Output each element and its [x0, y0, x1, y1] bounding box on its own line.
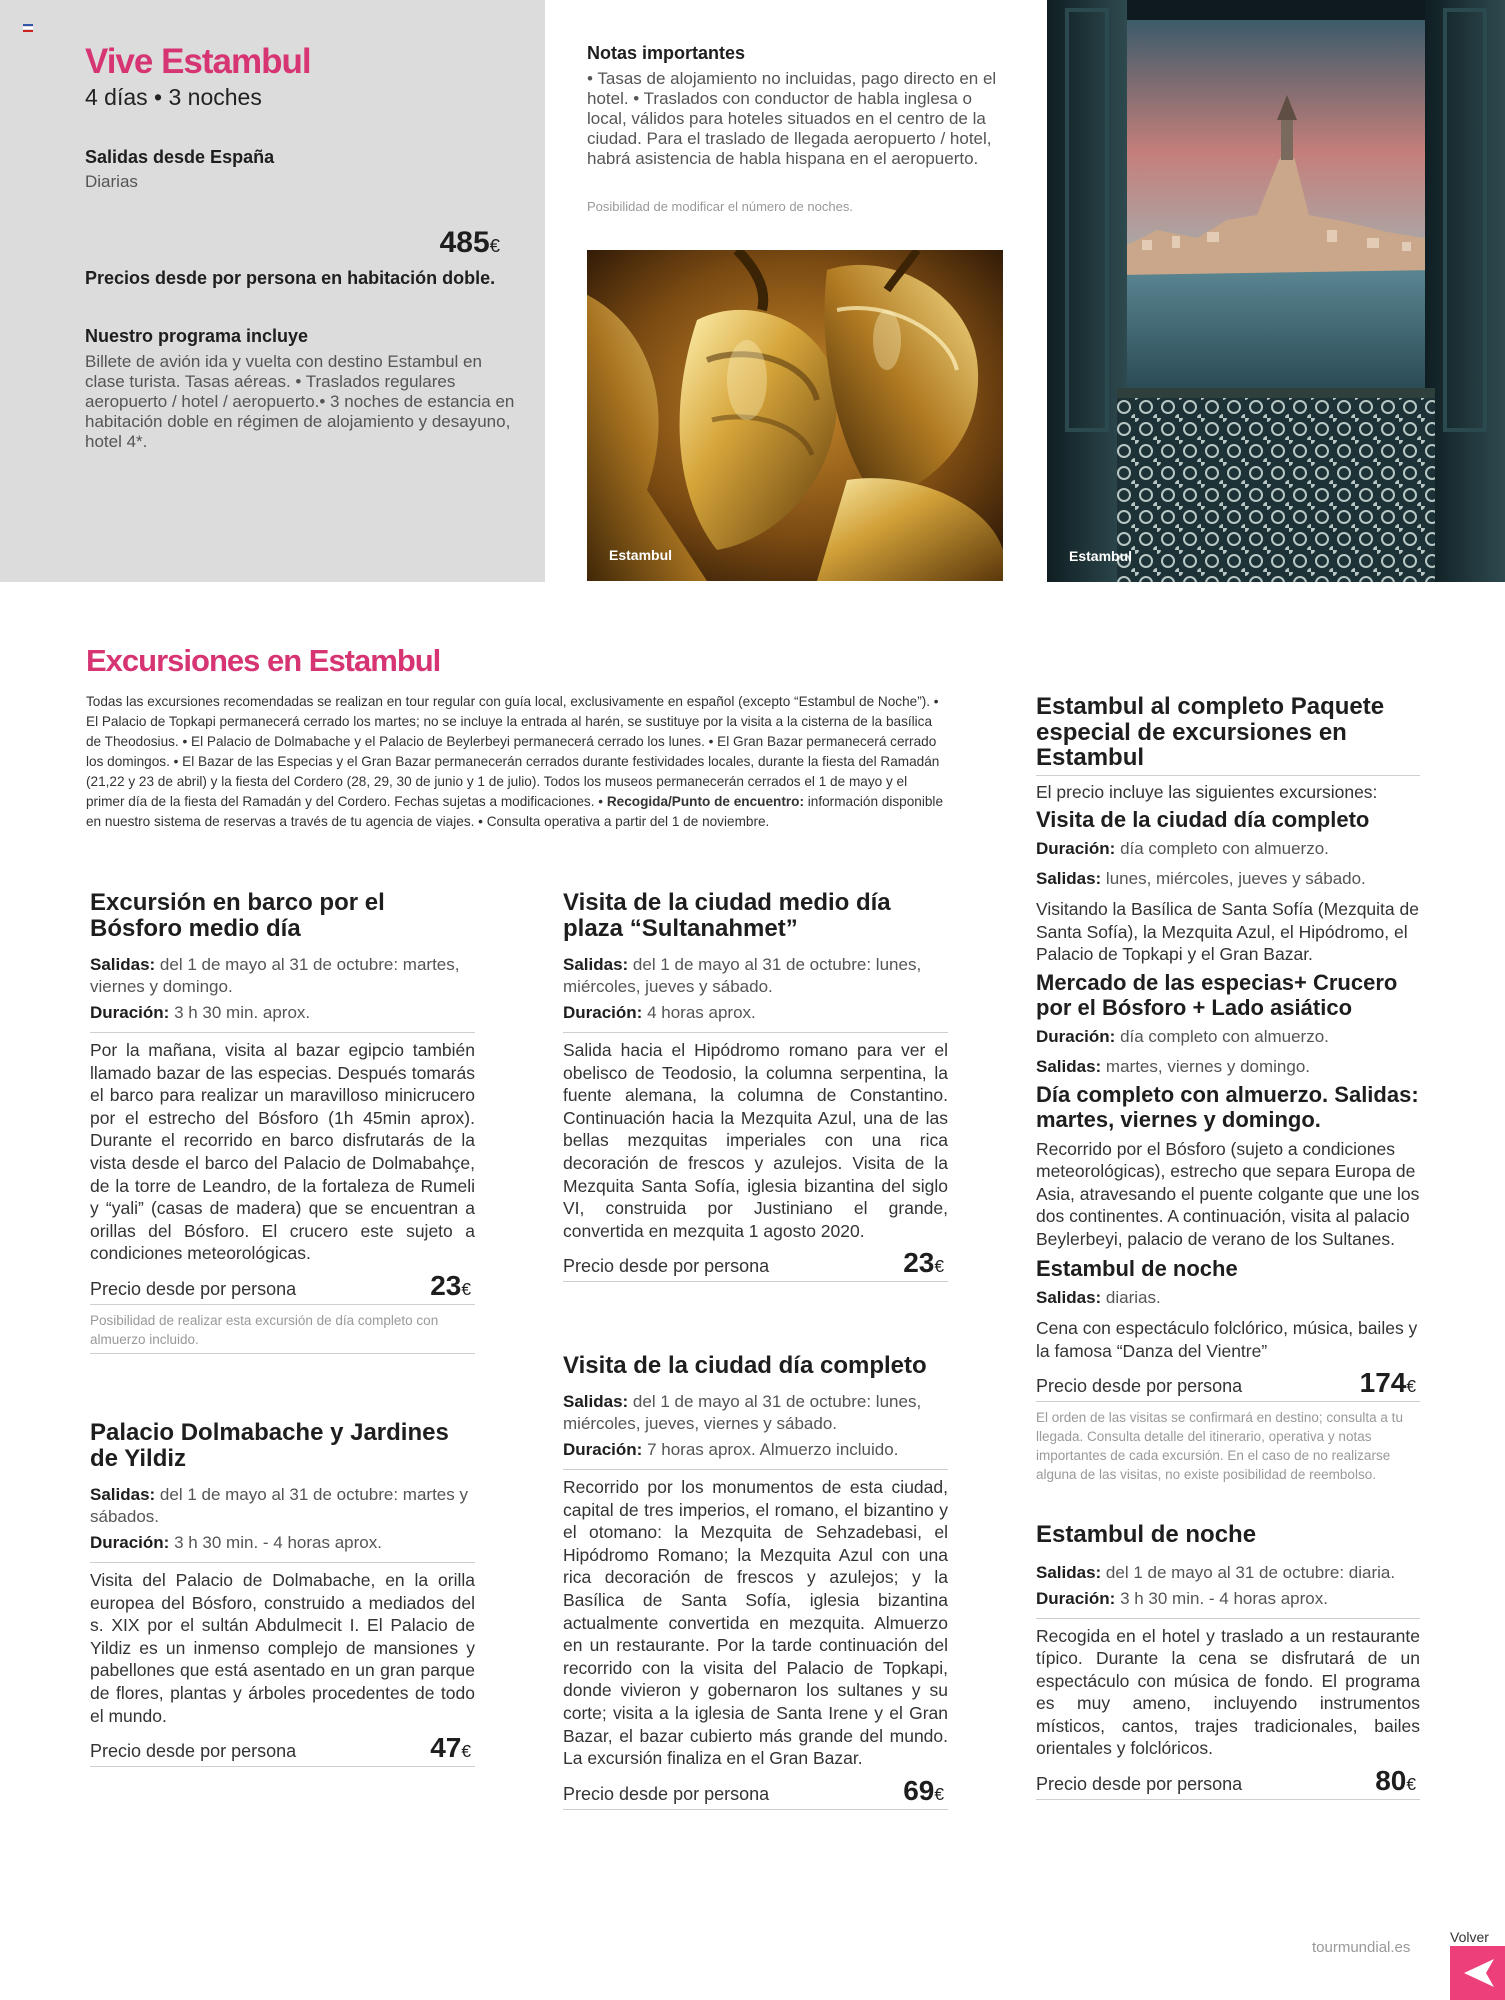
package-column	[1036, 694, 1420, 1800]
price-value: 69€	[903, 1774, 944, 1806]
package-visit-duration: Duración: día completo con almuerzo.	[1036, 839, 1329, 858]
back-arrow-icon	[1450, 1946, 1505, 2000]
excursion-card	[563, 1353, 948, 1810]
currency: €	[489, 235, 500, 256]
package-visit-departures: Salidas: lunes, miércoles, jueves y sábado.	[1036, 869, 1366, 888]
price-row	[1036, 1766, 1420, 1800]
photo-caption: Estambul	[1069, 548, 1133, 564]
card-departures: Salidas: del 1 de mayo al 31 de octubre: lunes, miércoles, jueves, viernes y sábado.	[563, 1392, 922, 1433]
card-description: Recogida en el hotel y traslado a un restaurante típico. Durante la cena se disfrutará de un espectáculo con música de fondo. El programa es muy ameno, incluyendo instrumentos místicos, cantos, trajes tradicionales, bailes orientales y folclóricos.	[1036, 1625, 1420, 1758]
price-label: Precio desde por persona	[563, 1783, 770, 1804]
card-departures: Salidas: del 1 de mayo al 31 de octubre: lunes, miércoles, jueves y sábado.	[563, 955, 922, 996]
card-title: Excursión en barco por el Bósforo medio día	[90, 889, 385, 942]
price-row	[90, 1733, 475, 1767]
back-button[interactable]	[1450, 1946, 1505, 2000]
package-note: El orden de las visitas se confirmará en destino; consulta a tu llegada. Consulta detalle del itinerario, operativa y notas importantes de cada excursión. En el caso de no realizarse alguna de las visitas, no existe posibilidad de reembolso.	[1036, 1410, 1403, 1482]
divider	[90, 1562, 475, 1563]
price-value: 23€	[430, 1269, 471, 1301]
divider	[1036, 1618, 1420, 1619]
card-duration: Duración: 4 horas aprox.	[563, 1003, 756, 1022]
intro-bold: Recogida/Punto de encuentro:	[606, 794, 804, 809]
notes-label: Notas importantes	[587, 43, 746, 63]
excursion-card	[90, 890, 475, 1354]
includes-text: Billete de avión ida y vuelta con destino Estambul en clase turista. Tasas aéreas. • Traslados regulares aeropuerto / hotel / aeropuerto.• 3 noches de estancia en habitación doble en régimen de alojamiento y desayuno, hotel 4*.	[85, 352, 515, 451]
price-row	[90, 1271, 475, 1305]
price-label: Precio desde por persona	[1036, 1376, 1243, 1396]
card-description: Por la mañana, visita al bazar egipcio también llamado bazar de las especias. Después tomarás el barco para realizar un maravilloso minicrucero por el estrecho del Bósforo (1h 45min aprox). Durante el recorrido en barco disfrutarás de la vista desde el barco del Palacio de Dolmabahçe, de la torre de Leandro, de la fortaleza de Rumeli y “yali” (casas de madera) que se encuentran a orillas del Bósforo. El crucero este sujeto a condiciones meteorológicas.	[90, 1040, 475, 1264]
card-title: Palacio Dolmabache y Jardines de Yildiz	[90, 1419, 449, 1472]
divider	[563, 1032, 948, 1033]
package-visit-duration: Duración: día completo con almuerzo.	[1036, 1026, 1329, 1046]
section-intro: Todas las excursiones recomendadas se realizan en tour regular con guía local, exclusivamente en español (excepto “Estambul de Noche”). • El Palacio de Topkapi permanecerá cerrado los martes; no se incluye la entrada al harén, se sustituye por la visita a la cisterna de la basílica de Theodosius. • El Palacio de Dolmabache y el Palacio de Beylerbeyi permanecerá cerrado los lunes. • El Gran Bazar permanecerá cerrado los domingos. • El Bazar de las Especias y el Gran Bazar permanecerán cerrados durante festividades locales, durante la fiesta del Ramadán (21,22 y 23 de abril) y la fiesta del Cordero (28, 29, 30 de junio y 1 de julio). Todos los museos permanecerán cerrados el 1 de mayo y el primer día de la fiesta del Ramadán y del Cordero. Fechas sujetas a modificaciones. • Recogida/Punto de encuentro: información disponible en nuestro sistema de reservas a través de tu agencia de viajes. • Consulta operativa a partir del 1 de noviembre.	[86, 694, 944, 829]
package-visit-text: Recorrido por el Bósforo (sujeto a condiciones meteorológicas), estrecho que separa Europa de Asia, atravesando el puente colgante que une los dos continentes. A continuación, visita al palacio Beylerbeyi, palacio de verano de los Sultanes.	[1036, 1138, 1420, 1249]
photo-coffee-pots	[587, 250, 1003, 581]
price-note: Precios desde por persona en habitación doble.	[85, 268, 496, 288]
card-description: Recorrido por los monumentos de esta ciudad, capital de tres imperios, el romano, el bizantino y el otomano: la Mezquita de Sehzadebasi, el Hipódromo Romano; la Mezquita Azul con una rica decoración de frescos y azulejos; y la Basílica de Santa Sofía, iglesia bizantina actualmente convertida en mezquita. Almuerzo en un restaurante. Por la tarde continuación del recorrido con la visita del Palacio de Topkapi, donde vivieron y gobernaron los sultanes y su corte; visita a la iglesia de Santa Irene y el Gran Bazar, el bazar cubierto más grande del mundo. La excursión finaliza en el Gran Bazar.	[563, 1477, 948, 1769]
price-row	[1036, 1368, 1420, 1402]
card-description: Salida hacia el Hipódromo romano para ver el obelisco de Teodosio, la columna serpentina, la fuente alemana, la columna de Constantino. Continuación hacia la Mezquita Azul, una de las bellas mezquitas imperiales con una rica decoración de frescos y azulejos. Visita de la Mezquita Santa Sofía, iglesia bizantina del siglo VI, construida por Justiniano el grande, convertida en mezquita 1 agosto 2020.	[563, 1040, 948, 1241]
package-visit-subtitle: Día completo con almuerzo. Salidas: martes, viernes y domingo.	[1036, 1081, 1419, 1132]
card-duration: Duración: 3 h 30 min. - 4 horas aprox.	[1036, 1588, 1328, 1608]
excursion-card	[563, 890, 948, 1282]
price-label: Precio desde por persona	[90, 1741, 297, 1762]
card-title: Visita de la ciudad día completo	[563, 1352, 927, 1379]
card-duration: Duración: 7 horas aprox. Almuerzo incluido.	[563, 1440, 899, 1459]
package-price	[380, 226, 500, 260]
card-title: Visita de la ciudad medio día plaza “Sultanahmet”	[563, 889, 891, 942]
price-value: 23€	[903, 1247, 944, 1279]
back-label[interactable]: Volver	[1450, 1929, 1489, 1945]
card-departures: Salidas: del 1 de mayo al 31 de octubre: martes, viernes y domingo.	[90, 955, 460, 996]
package-visit-text: Visitando la Basílica de Santa Sofía (Mezquita de Santa Sofía), la Mezquita Azul, el Hipódromo, el Palacio de Topkapi y el Gran Bazar.	[1036, 899, 1419, 964]
price-value: 80€	[1375, 1764, 1416, 1796]
departures-label: Salidas desde España	[85, 147, 275, 167]
package-price-value: 485	[439, 226, 490, 259]
divider	[563, 1469, 948, 1470]
footer-url[interactable]: tourmundial.es	[1312, 1939, 1411, 1956]
price-label: Precio desde por persona	[90, 1278, 297, 1299]
card-duration: Duración: 3 h 30 min. - 4 horas aprox.	[90, 1533, 382, 1552]
package-visit-text: Cena con espectáculo folclórico, música, bailes y la famosa “Danza del Vientre”	[1036, 1318, 1418, 1361]
card-title: Estambul de noche	[1036, 1521, 1257, 1548]
price-row	[563, 1776, 948, 1810]
package-visit-title: Visita de la ciudad día completo	[1036, 807, 1370, 832]
price-label: Precio desde por persona	[563, 1256, 770, 1277]
intro-tail: información disponible en nuestro sistema de reservas a través de tu agencia de viajes. • Consulta operativa a partir del 1 de noviembre.	[86, 794, 944, 829]
departures-value: Diarias	[85, 172, 138, 191]
price-value: 47€	[430, 1732, 471, 1764]
divider	[1036, 775, 1420, 776]
divider	[90, 1032, 475, 1033]
notes-small: Posibilidad de modificar el número de noches.	[587, 199, 853, 214]
excursion-card	[90, 1420, 475, 1767]
package-intro: El precio incluye las siguientes excursiones:	[1036, 781, 1378, 802]
card-departures: Salidas: del 1 de mayo al 31 de octubre: diaria.	[1036, 1562, 1396, 1582]
photo-caption: Estambul	[609, 547, 673, 563]
card-description: Visita del Palacio de Dolmabache, en la orilla europea del Bósforo, construido a mediados del s. XIX por el sultán Abdulmecit I. El Palacio de Yildiz es un inmenso complejo de mansiones y pabellones que está asentado en un gran parque de flores, plantas y árboles procedentes de todo el mundo.	[90, 1570, 475, 1726]
card-departures: Salidas: del 1 de mayo al 31 de octubre: martes y sábados.	[90, 1485, 468, 1526]
includes-label: Nuestro programa incluye	[85, 326, 309, 346]
trip-duration: 4 días • 3 noches	[85, 84, 262, 110]
summary-panel	[0, 0, 545, 582]
card-note: Posibilidad de realizar esta excursión de día completo con almuerzo incluido.	[90, 1311, 475, 1354]
package-title: Estambul al completo Paquete especial de excursiones en Estambul	[1036, 693, 1385, 771]
package-visit-title: Mercado de las especias+ Crucero por el Bósforo + Lado asiático	[1036, 969, 1398, 1020]
card-duration: Duración: 3 h 30 min. aprox.	[90, 1003, 311, 1022]
intro-text: Todas las excursiones recomendadas se realizan en tour regular con guía local, exclusivamente en español (excepto “Estambul de Noche”). • El Palacio de Topkapi permanecerá cerrado los martes; no se incluye la entrada al harén, se sustituye por la visita a la cisterna de la basílica de Theodosius. • El Palacio de Dolmabache y el Palacio de Beylerbeyi permanecerá cerrado los lunes. • El Gran Bazar permanecerá cerrado los domingos. • El Bazar de las Especias y el Gran Bazar permanecerán cerrados durante festividades locales, durante la fiesta del Ramadán (21,22 y 23 de abril) y la fiesta del Cordero (28, 29, 30 de junio y 1 de julio). Todos los museos permanecerán cerrados el 1 de mayo y el primer día de la fiesta del Ramadán y del Cordero. Fechas sujetas a modificaciones.	[86, 694, 940, 809]
page-title: Vive Estambul	[85, 42, 311, 81]
notes-text: • Tasas de alojamiento no incluidas, pago directo en el hotel. • Traslados con conductor de habla inglesa o local, válidos para hoteles situados en el centro de la ciudad. Para el traslado de llegada aeropuerto / hotel, habrá asistencia de habla hispana en el aeropuerto.	[587, 69, 997, 168]
price-value: 174€	[1359, 1367, 1416, 1398]
package-visit-title: Estambul de noche	[1036, 1256, 1238, 1281]
flag-icon	[23, 24, 33, 32]
package-visit-departures: Salidas: martes, viernes y domingo.	[1036, 1056, 1311, 1076]
section-title: Excursiones en Estambul	[86, 643, 441, 678]
photo-istanbul-window	[1047, 0, 1505, 582]
package-visit-departures: Salidas: diarias.	[1036, 1288, 1161, 1307]
price-label: Precio desde por persona	[1036, 1773, 1243, 1794]
price-row	[563, 1248, 948, 1282]
